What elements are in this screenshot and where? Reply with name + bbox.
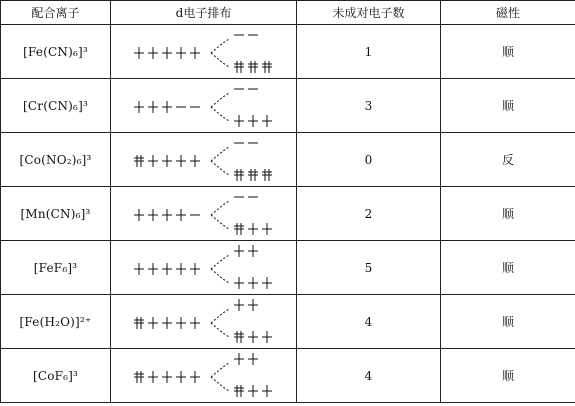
d-orbital-diagram	[129, 81, 279, 131]
orbital-mark	[176, 263, 186, 275]
header-unpaired: 未成对电子数	[297, 1, 441, 25]
orbital-mark	[134, 47, 144, 59]
orbital-mark	[148, 155, 158, 167]
d-config-cell	[111, 187, 297, 241]
orbital-mark	[176, 47, 186, 59]
t2g-orbital-mark	[248, 331, 258, 343]
t2g-orbital-mark	[234, 223, 244, 235]
table-row	[1, 79, 575, 133]
t2g-orbital-mark	[234, 385, 244, 397]
orbital-mark	[134, 155, 144, 167]
t2g-orbital-mark	[248, 223, 258, 235]
t2g-orbital-mark	[234, 61, 244, 73]
orbital-mark	[162, 47, 172, 59]
t2g-orbital-mark	[248, 385, 258, 397]
orbital-mark	[190, 155, 200, 167]
magnetism-cell: 顺	[441, 187, 575, 241]
t2g-orbital-mark	[234, 277, 244, 289]
d-orbital-diagram	[129, 351, 279, 401]
orbital-mark	[148, 371, 158, 383]
splitting-lines	[211, 93, 229, 121]
ion-cell: [Fe(CN)₆]³	[1, 25, 111, 79]
splitting-lines	[211, 255, 229, 283]
orbital-mark	[162, 209, 172, 221]
magnetism-cell: 反	[441, 133, 575, 187]
d-orbital-diagram	[129, 27, 279, 77]
header-ion: 配合离子	[1, 1, 111, 25]
orbital-mark	[162, 371, 172, 383]
orbital-mark	[148, 317, 158, 329]
magnetism-cell: 顺	[441, 349, 575, 403]
d-orbital-diagram	[129, 189, 279, 239]
eg-orbital-mark	[234, 245, 244, 257]
orbital-mark	[148, 263, 158, 275]
eg-orbital-mark	[248, 299, 258, 311]
ion-cell: [Co(NO₂)₆]³	[1, 133, 111, 187]
unpaired-cell: 4	[297, 349, 441, 403]
unpaired-cell: 0	[297, 133, 441, 187]
d-config-cell	[111, 25, 297, 79]
orbital-mark	[190, 47, 200, 59]
orbital-mark	[148, 101, 158, 113]
table-row	[1, 133, 575, 187]
t2g-orbital-mark	[262, 169, 272, 181]
magnetism-cell: 顺	[441, 79, 575, 133]
t2g-orbital-mark	[248, 115, 258, 127]
d-config-cell	[111, 79, 297, 133]
d-orbital-diagram	[129, 243, 279, 293]
unpaired-cell: 2	[297, 187, 441, 241]
t2g-orbital-mark	[248, 61, 258, 73]
orbital-mark	[176, 317, 186, 329]
t2g-orbital-mark	[248, 169, 258, 181]
orbital-mark	[190, 371, 200, 383]
t2g-orbital-mark	[234, 169, 244, 181]
table-row	[1, 349, 575, 403]
unpaired-cell: 4	[297, 295, 441, 349]
d-orbital-diagram	[129, 297, 279, 347]
eg-orbital-mark	[234, 299, 244, 311]
orbital-mark	[134, 209, 144, 221]
orbital-mark	[176, 371, 186, 383]
header-config: d电子排布	[111, 1, 297, 25]
d-orbital-diagram	[129, 135, 279, 185]
ion-cell: [Fe(H₂O)]²⁺	[1, 295, 111, 349]
unpaired-cell: 1	[297, 25, 441, 79]
orbital-mark	[162, 155, 172, 167]
orbital-mark	[190, 263, 200, 275]
orbital-mark	[148, 47, 158, 59]
splitting-lines	[211, 147, 229, 175]
t2g-orbital-mark	[262, 385, 272, 397]
orbital-mark	[162, 263, 172, 275]
d-config-cell	[111, 133, 297, 187]
table-row	[1, 187, 575, 241]
ion-cell: [FeF₆]³	[1, 241, 111, 295]
orbital-mark	[134, 263, 144, 275]
eg-orbital-mark	[248, 353, 258, 365]
d-config-cell	[111, 295, 297, 349]
t2g-orbital-mark	[262, 277, 272, 289]
header-magnetism: 磁性	[441, 1, 575, 25]
orbital-mark	[134, 371, 144, 383]
splitting-lines	[211, 309, 229, 337]
orbital-mark	[162, 101, 172, 113]
t2g-orbital-mark	[262, 115, 272, 127]
t2g-orbital-mark	[262, 61, 272, 73]
d-config-cell	[111, 349, 297, 403]
splitting-lines	[211, 39, 229, 67]
orbital-mark	[176, 155, 186, 167]
unpaired-cell: 5	[297, 241, 441, 295]
t2g-orbital-mark	[262, 331, 272, 343]
d-config-cell	[111, 241, 297, 295]
splitting-lines	[211, 363, 229, 391]
table-row	[1, 241, 575, 295]
eg-orbital-mark	[248, 245, 258, 257]
unpaired-cell: 3	[297, 79, 441, 133]
header-row	[1, 1, 575, 25]
magnetism-cell: 顺	[441, 241, 575, 295]
eg-orbital-mark	[234, 353, 244, 365]
magnetism-cell: 顺	[441, 295, 575, 349]
orbital-mark	[176, 209, 186, 221]
orbital-mark	[162, 317, 172, 329]
orbital-mark	[148, 209, 158, 221]
table-row	[1, 25, 575, 79]
t2g-orbital-mark	[234, 331, 244, 343]
t2g-orbital-mark	[262, 223, 272, 235]
orbital-mark	[134, 101, 144, 113]
orbital-mark	[134, 317, 144, 329]
magnetism-cell: 顺	[441, 25, 575, 79]
t2g-orbital-mark	[234, 115, 244, 127]
t2g-orbital-mark	[248, 277, 258, 289]
orbital-mark	[190, 317, 200, 329]
splitting-lines	[211, 201, 229, 229]
ion-cell: [Mn(CN)₆]³	[1, 187, 111, 241]
ion-cell: [Cr(CN)₆]³	[1, 79, 111, 133]
table-row	[1, 295, 575, 349]
ion-cell: [CoF₆]³	[1, 349, 111, 403]
